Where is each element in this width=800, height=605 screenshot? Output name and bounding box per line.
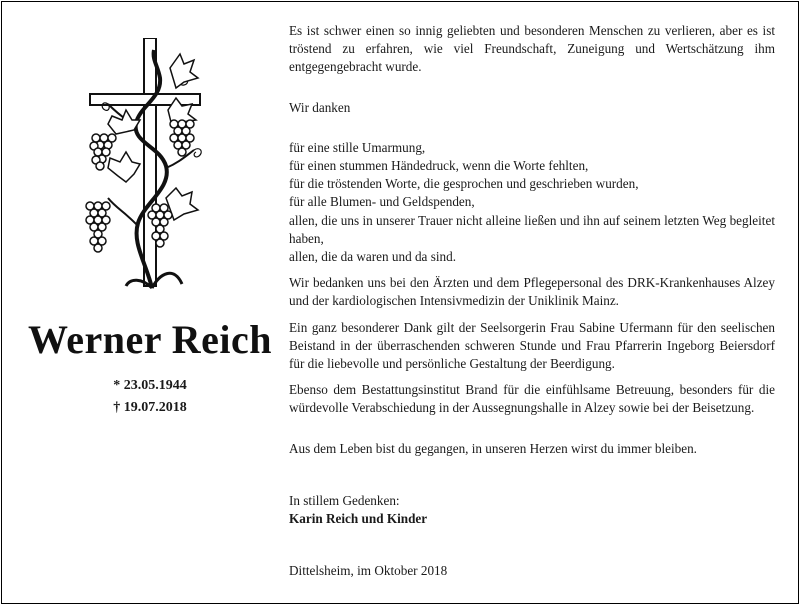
family-signature: Karin Reich und Kinder xyxy=(289,511,428,527)
funeral-home-paragraph: Ebenso dem Bestattungsinstitut Brand für die einfühlsame Betreuung, besonders für die würdevolle Verabschiedung in der Aussegnungshalle in Alzey sowie bei der Beisetzung. xyxy=(289,382,775,416)
thanks-line: allen, die uns in unserer Trauer nicht alleine ließen und ihn auf seinem letzten Weg begleitet haben, xyxy=(289,212,775,246)
thanks-list xyxy=(289,139,775,266)
thanks-line: für eine stille Umarmung, xyxy=(289,139,426,155)
doctors-paragraph: Wir bedanken uns bei den Ärzten und dem Pflegepersonal des DRK-Krankenhauses Alzey und der kardiologischen Intensivmedizin der Uniklinik Mainz. xyxy=(289,275,775,309)
place-date: Dittelsheim, im Oktober 2018 xyxy=(289,563,448,579)
deceased-name: Werner Reich xyxy=(27,317,273,362)
left-column xyxy=(0,0,300,605)
thanks-line: allen, die da waren und da sind. xyxy=(289,249,456,265)
closing-line: Aus dem Leben bist du gegangen, in unseren Herzen wirst du immer bleiben. xyxy=(289,440,697,456)
memory-label: In stillem Gedenken: xyxy=(289,492,400,508)
clergy-paragraph: Ein ganz besonderer Dank gilt der Seelsorgerin Frau Sabine Ufermann für den seelischen Beistand in der überraschenden schweren Stunde und Frau Pfarrerin Ingeborg Beiersdorf für die liebevolle und persönliche Gestaltung der Beerdigung. xyxy=(289,319,775,372)
cross-with-grapevine-icon xyxy=(82,38,212,290)
death-date: † 19.07.2018 xyxy=(113,400,187,415)
intro-paragraph: Es ist schwer einen so innig geliebten und besonderen Menschen zu verlieren, aber es ist tröstend zu erfahren, wie viel Freundschaft, Zuneigung und Wertschätzung ihm entgegengebracht wurde. xyxy=(289,23,775,75)
thanks-line: für die tröstenden Worte, die gesprochen und geschrieben wurden, xyxy=(289,176,639,192)
thanks-line: für einen stummen Händedruck, wenn die Worte fehlten, xyxy=(289,158,589,174)
thanks-heading: Wir danken xyxy=(289,99,351,115)
life-dates xyxy=(0,375,300,419)
thanks-line: für alle Blumen- und Geldspenden, xyxy=(289,194,475,210)
birth-date: * 23.05.1944 xyxy=(113,378,187,393)
thanks-text-column xyxy=(289,22,775,580)
